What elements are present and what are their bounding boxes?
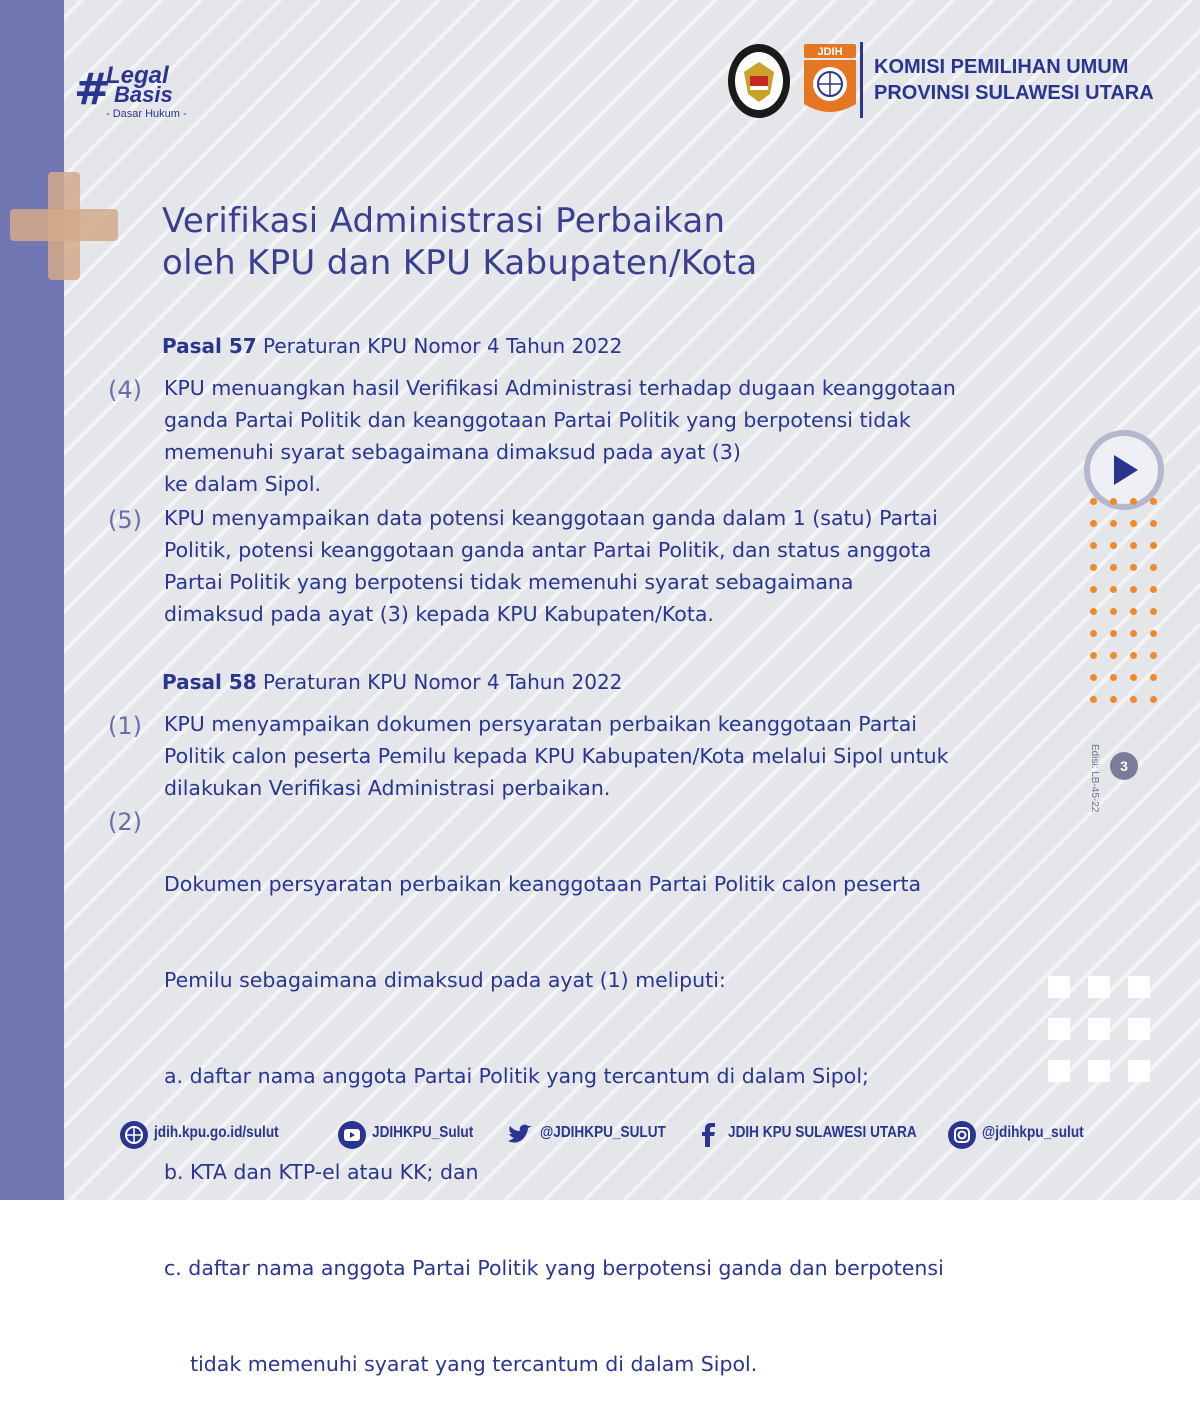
facebook-icon [694, 1121, 722, 1149]
decor-dot [1130, 674, 1137, 681]
org-name-line2: PROVINSI SULAWESI UTARA [874, 82, 1154, 104]
ayat-line: memenuhi syarat sebagaimana dimaksud pada ayat (3) [164, 440, 741, 464]
pasal-57-heading [162, 332, 622, 360]
page-title [162, 200, 757, 284]
ayat-line: ke dalam Sipol. [164, 472, 322, 496]
pasal-58-heading [162, 668, 622, 696]
decor-dot [1090, 542, 1097, 549]
org-name-line1: KOMISI PEMILIHAN UMUM [874, 56, 1129, 78]
ayat-line: KPU menuangkan hasil Verifikasi Administrasi terhadap dugaan keanggotaan [164, 376, 956, 400]
decor-dot [1130, 652, 1137, 659]
ayat-number: (2) [108, 808, 142, 836]
decor-dot [1130, 696, 1137, 703]
ayat-line: b. KTA dan KTP-el atau KK; dan [164, 1160, 479, 1184]
ayat-text [164, 708, 949, 804]
decor-dot [1150, 586, 1157, 593]
youtube-icon [338, 1121, 366, 1149]
decor-dot [1150, 542, 1157, 549]
ayat-line: Pemilu sebagaimana dimaksud pada ayat (1) meliputi: [164, 968, 726, 992]
decor-dot [1150, 564, 1157, 571]
decor-dot [1150, 674, 1157, 681]
decor-dot [1090, 520, 1097, 527]
decor-dot [1150, 498, 1157, 505]
ayat-line: Partai Politik yang berpotensi tidak memenuhi syarat sebagaimana [164, 570, 854, 594]
decor-dot [1130, 564, 1137, 571]
footer-twitter-text: @JDIHKPU_SULUT [540, 1124, 666, 1141]
decor-dot [1110, 674, 1117, 681]
decor-dot [1130, 542, 1137, 549]
title-line2: oleh KPU dan KPU Kabupaten/Kota [162, 243, 758, 283]
kpu-logo-icon [726, 42, 796, 120]
decor-dot [1090, 498, 1097, 505]
brand-legal: Legal [106, 62, 169, 89]
decor-dot [1110, 630, 1117, 637]
pasal-57-label: Pasal 57 [162, 334, 257, 358]
decor-dot [1130, 586, 1137, 593]
decor-square [1128, 976, 1150, 998]
decor-dot [1110, 542, 1117, 549]
ayat-text [164, 502, 938, 630]
header-divider [860, 42, 863, 118]
decor-dot [1090, 696, 1097, 703]
decor-dot [1090, 630, 1097, 637]
ayat-line: Politik calon peserta Pemilu kepada KPU Kabupaten/Kota melalui Sipol untuk [164, 744, 949, 768]
instagram-icon [948, 1121, 976, 1149]
edition-label: Edisi: LB-45-22 [1089, 744, 1100, 813]
ayat-line: dimaksud pada ayat (3) kepada KPU Kabupaten/Kota. [164, 602, 714, 626]
ayat-line: Dokumen persyaratan perbaikan keanggotaan Partai Politik calon peserta [164, 872, 922, 896]
pasal-58-label: Pasal 58 [162, 670, 257, 694]
decor-dot [1150, 608, 1157, 615]
header-logos [722, 40, 1162, 122]
decor-dot [1110, 520, 1117, 527]
decor-dot [1130, 520, 1137, 527]
footer-website-text: jdih.kpu.go.id/sulut [154, 1124, 279, 1141]
ayat-text [164, 804, 944, 1412]
footer-youtube-text: JDIHKPU_Sulut [372, 1124, 474, 1141]
decor-dot [1110, 652, 1117, 659]
pasal-58-ref: Peraturan KPU Nomor 4 Tahun 2022 [263, 670, 623, 694]
decor-dot [1150, 652, 1157, 659]
footer-instagram-text: @jdihkpu_sulut [982, 1124, 1084, 1141]
decor-dot [1110, 696, 1117, 703]
legal-basis-brand [74, 64, 214, 120]
decor-square [1128, 1060, 1150, 1082]
decor-square [1088, 976, 1110, 998]
ayat-line: c. daftar nama anggota Partai Politik yang berpotensi ganda dan berpotensi [164, 1256, 944, 1280]
play-icon [1106, 452, 1142, 488]
ayat-line: KPU menyampaikan data potensi keanggotaan ganda dalam 1 (satu) Partai [164, 506, 938, 530]
decor-dot [1090, 652, 1097, 659]
decor-dot [1130, 498, 1137, 505]
decor-square [1048, 1060, 1070, 1082]
ayat-number: (5) [108, 506, 142, 534]
ayat-number: (1) [108, 712, 142, 740]
brand-hash: # [74, 64, 111, 115]
ayat-number: (4) [108, 376, 142, 404]
ayat-line: tidak memenuhi syarat yang tercantum di dalam Sipol. [164, 1352, 758, 1376]
ayat-line: ganda Partai Politik dan keanggotaan Partai Politik yang berpotensi tidak [164, 408, 911, 432]
dot-pattern [1090, 498, 1170, 722]
decor-dot [1090, 674, 1097, 681]
footer-facebook-text: JDIH KPU SULAWESI UTARA [728, 1124, 917, 1141]
ayat-line: a. daftar nama anggota Partai Politik yang tercantum di dalam Sipol; [164, 1064, 869, 1088]
brand-basis: Basis [114, 82, 173, 107]
decor-dot [1110, 498, 1117, 505]
decor-square [1048, 976, 1070, 998]
plus-decoration-horizontal [10, 209, 118, 241]
svg-text:JDIH: JDIH [817, 46, 843, 58]
decor-dot [1130, 630, 1137, 637]
decor-dot [1090, 608, 1097, 615]
page-number: 3 [1110, 752, 1138, 780]
ayat-line: Politik, potensi keanggotaan ganda antar Partai Politik, dan status anggota [164, 538, 932, 562]
decor-square [1088, 1018, 1110, 1040]
decor-dot [1110, 608, 1117, 615]
jdih-logo-icon [802, 42, 874, 120]
decor-dot [1110, 586, 1117, 593]
ayat-line: dilakukan Verifikasi Administrasi perbaikan. [164, 776, 611, 800]
decor-square [1088, 1060, 1110, 1082]
decor-dot [1110, 564, 1117, 571]
ayat-line: KPU menyampaikan dokumen persyaratan perbaikan keanggotaan Partai [164, 712, 918, 736]
decor-dot [1090, 586, 1097, 593]
decor-dot [1150, 696, 1157, 703]
decor-dot [1090, 564, 1097, 571]
ayat-text [164, 372, 956, 500]
decor-square [1128, 1018, 1150, 1040]
decor-dot [1150, 520, 1157, 527]
twitter-icon [506, 1121, 534, 1149]
title-line1: Verifikasi Administrasi Perbaikan [162, 201, 726, 241]
decor-square [1048, 1018, 1070, 1040]
pasal-57-ref: Peraturan KPU Nomor 4 Tahun 2022 [263, 334, 623, 358]
brand-subtitle: - Dasar Hukum - [106, 108, 187, 120]
decor-dot [1130, 608, 1137, 615]
globe-icon [120, 1121, 148, 1149]
org-name [874, 54, 1154, 106]
decor-dot [1150, 630, 1157, 637]
